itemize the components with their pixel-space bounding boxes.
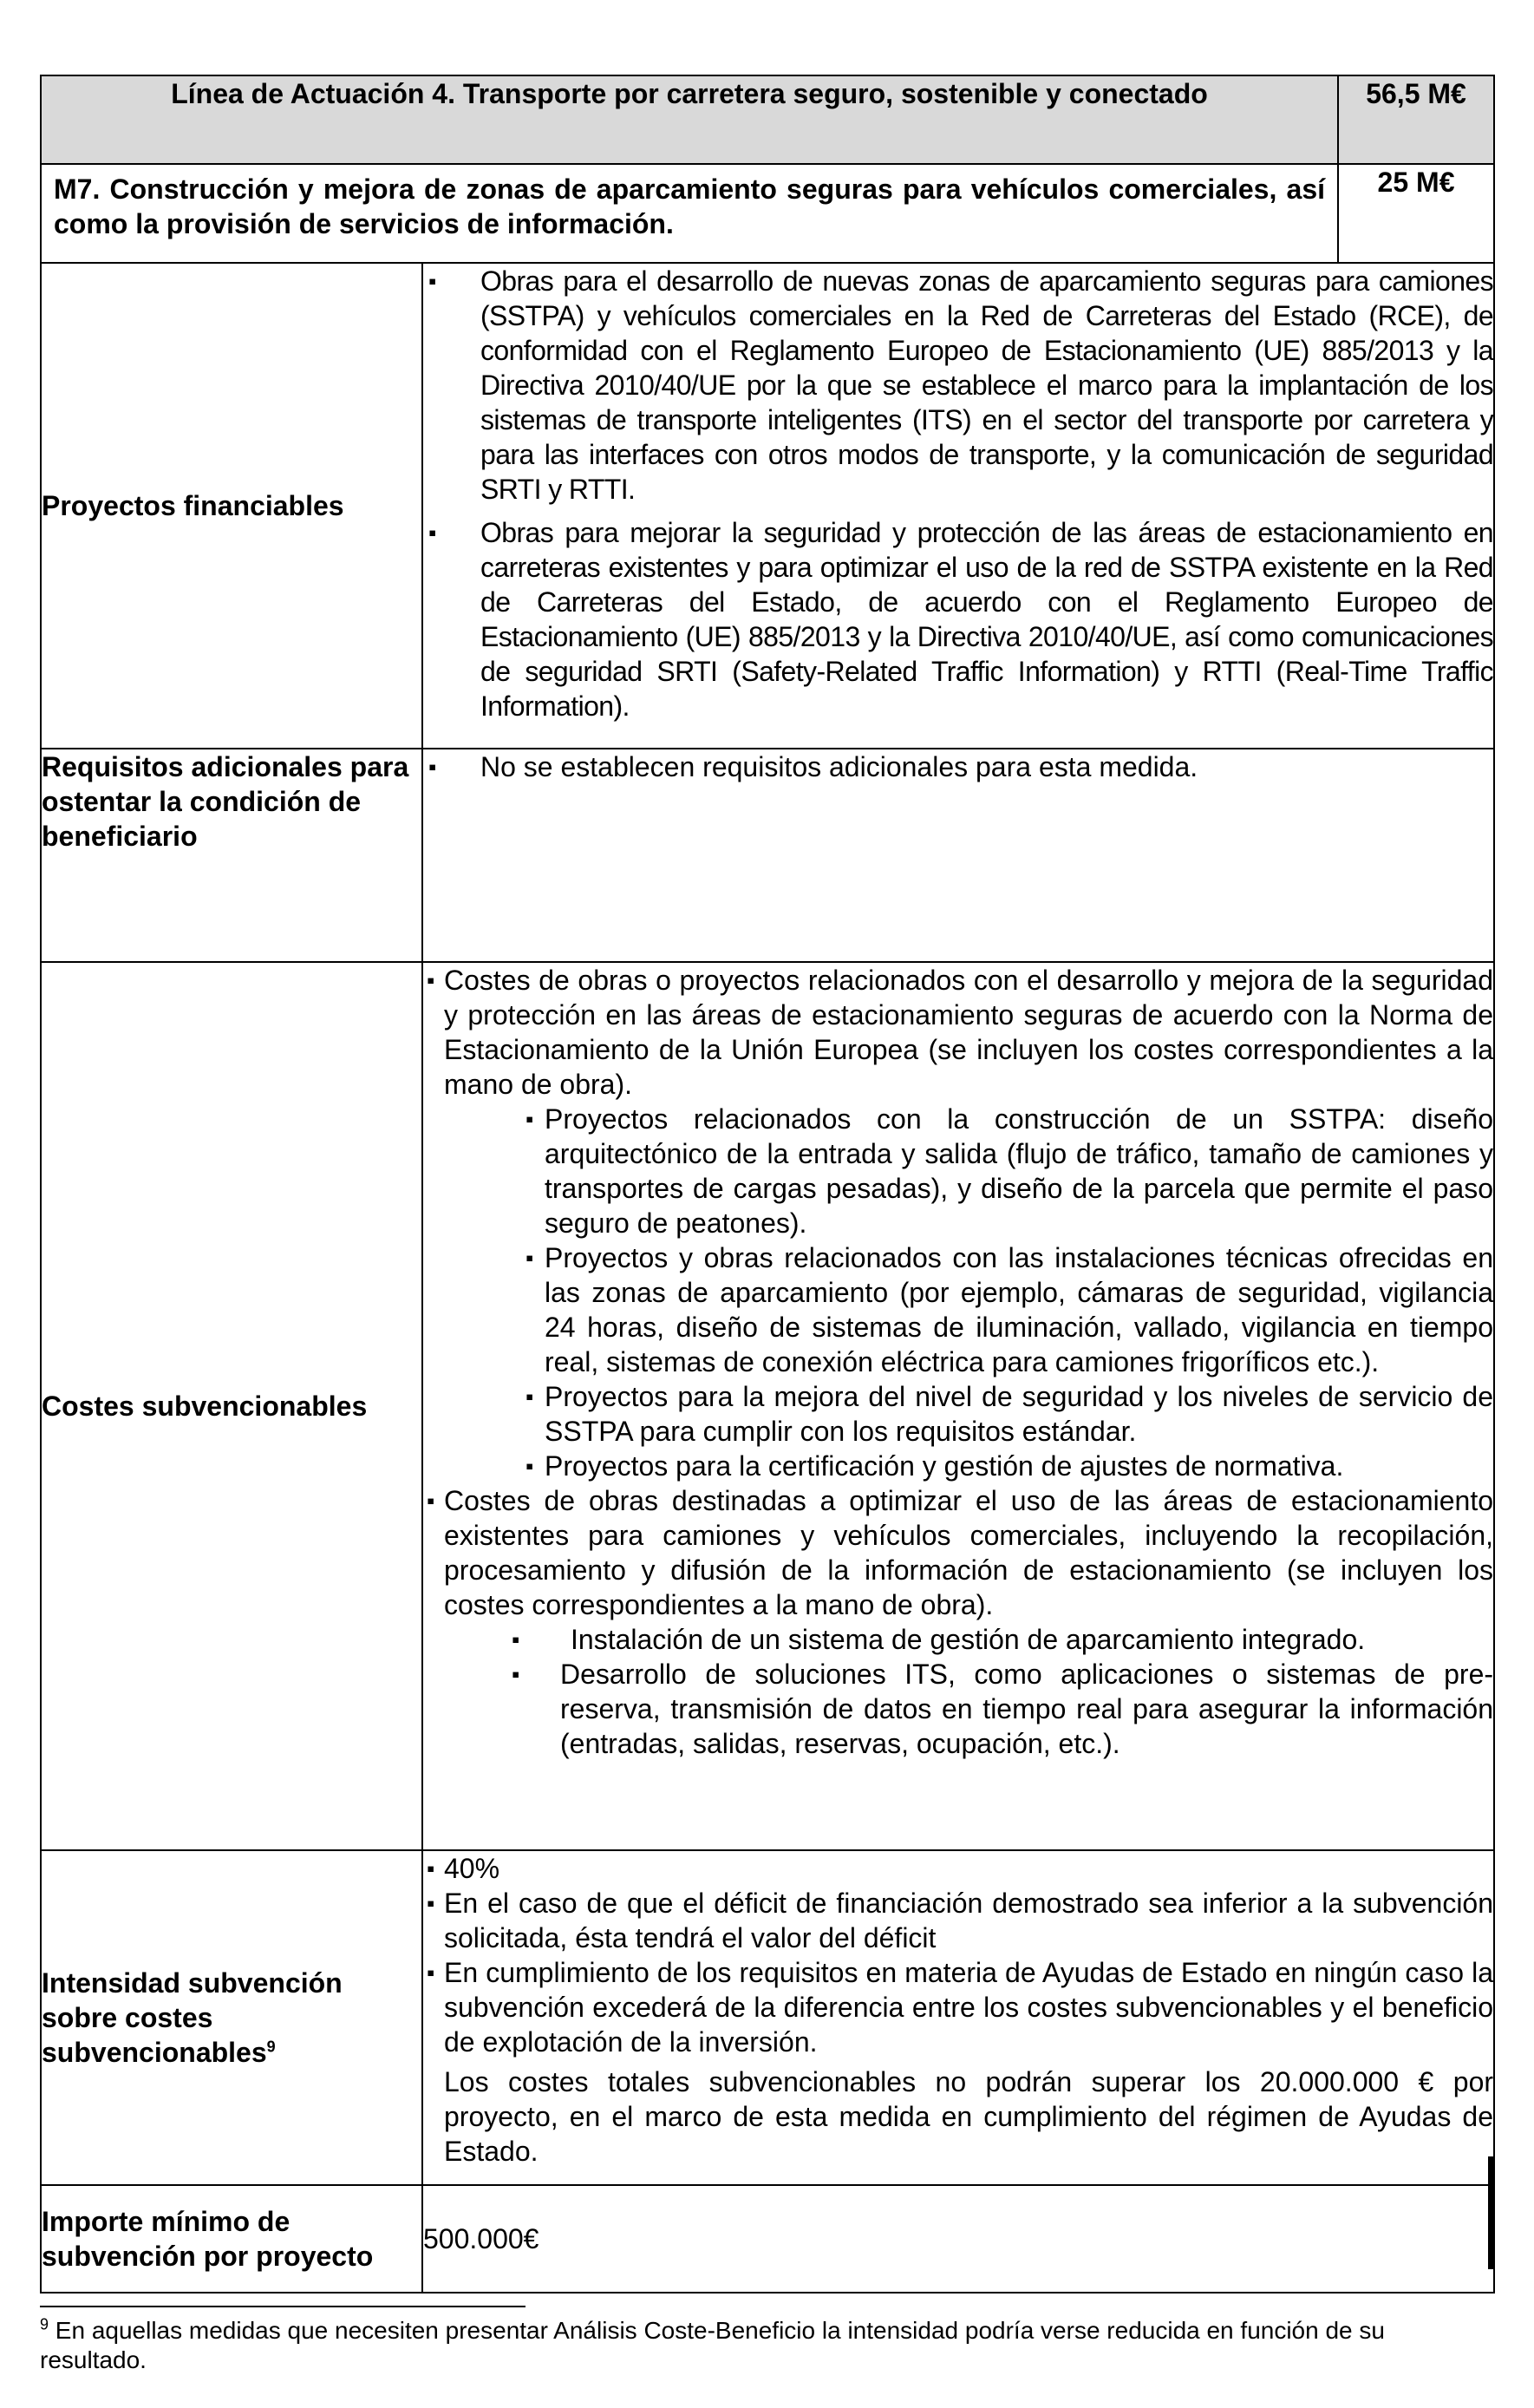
- table-edge-bar: [1488, 2156, 1493, 2269]
- list-item: ▪ Instalación de un sistema de gestión de aparcamiento integrado.: [423, 1622, 1493, 1657]
- row-requisitos: [41, 749, 1494, 962]
- label-proyectos: Proyectos financiables: [41, 263, 422, 749]
- footnote-divider: [40, 2306, 525, 2307]
- label-intensidad: Intensidad subvención sobre costes subvencionables$^9$: [41, 1850, 422, 2185]
- row-intensidad: [41, 1850, 1494, 2185]
- row-importe: [41, 2185, 1494, 2293]
- measure-title: M7. Construcción y mejora de zonas de aparcamiento seguras para vehículos comerciales, así como la provisión de servicios de información.: [41, 164, 1338, 263]
- list-item: ▪ En cumplimiento de los requisitos en materia de Ayudas de Estado en ningún caso la subvención excederá de la diferencia entre los costes subvencionables y el beneficio de explotación de la inversión.: [423, 1955, 1493, 2059]
- importe-value: 500.000€: [422, 2185, 1494, 2293]
- list-item: ▪ Obras para el desarrollo de nuevas zonas de aparcamiento seguras para camiones (SSTPA) y vehículos comerciales en la Red de Carreteras del Estado (RCE), de conformidad con el Reglamento Europeo de Estacionamiento (UE) 885/2013 y la Directiva 2010/40/UE por la que se establece el marco para la implantación de los sistemas de transporte inteligentes (ITS) en el sector del transporte por carretera y para las interfaces con otros modos de transporte, y la comunicación de seguridad SRTI y RTTI.: [423, 264, 1493, 507]
- measure-amount: 25 M€: [1338, 164, 1494, 263]
- measure-table: [40, 75, 1495, 2293]
- list-item: ▪ Desarrollo de soluciones ITS, como aplicaciones o sistemas de pre-reserva, transmisión de datos en tiempo real para asegurar la información (entradas, salidas, reservas, ocupación, etc.).: [423, 1657, 1493, 1761]
- row-proyectos: [41, 263, 1494, 749]
- label-importe: Importe mínimo de subvención por proyecto: [41, 2185, 422, 2293]
- list-item: ▪ Proyectos relacionados con la construcción de un SSTPA: diseño arquitectónico de la entrada y salida (flujo de tráfico, tamaño de camiones y transportes de cargas pesadas), y diseño de la parcela que permite el paso seguro de peatones).: [423, 1102, 1493, 1240]
- list-item: ▪ Obras para mejorar la seguridad y protección de las áreas de estacionamiento en carreteras existentes y para optimizar el uso de la red de SSTPA existente en la Red de Carreteras del Estado, de acuerdo con el Reglamento Europeo de Estacionamiento (UE) 885/2013 y la Directiva 2010/40/UE, así como comunicaciones de seguridad SRTI (Safety-Related Traffic Information) y RTTI (Real-Time Traffic Information).: [423, 515, 1493, 723]
- line-title: Línea de Actuación 4. Transporte por carretera seguro, sostenible y conectado: [41, 75, 1338, 164]
- table-header-row: [41, 75, 1494, 164]
- list-item: ▪ No se establecen requisitos adicionales para esta medida.: [423, 749, 1493, 784]
- label-costes: Costes subvencionables: [41, 962, 422, 1850]
- list-item: ▪ Proyectos para la certificación y gestión de ajustes de normativa.: [423, 1449, 1493, 1483]
- footnote: $^9$ En aquellas medidas que necesiten presentar Análisis Coste-Beneficio la intensidad podría verse reducida en función de su resultado.: [40, 2315, 1385, 2373]
- list-item: ▪ Costes de obras o proyectos relacionados con el desarrollo y mejora de la seguridad y protección en las áreas de estacionamiento seguras de acuerdo con la Norma de Estacionamiento de la Unión Europea (se incluyen los costes correspondientes a la mano de obra). ▪ Proyectos relacionados con la construcción de un SSTPA: diseño arquitectónico de la entrada y salida (flujo de tráfico, tamaño de camiones y transportes de cargas pesadas), y diseño de la parcela que permite el paso seguro de peatones). ▪ Proyectos y obras relacionados con las instalaciones técnicas ofrecidas en las zonas de aparcamiento (por ejemplo, cámaras de seguridad, vigilancia 24 horas, diseño de sistemas de iluminación, vallado, vigilancia en tiempo real, sistemas de conexión eléctrica para camiones frigoríficos etc.). ▪ Proyectos para la mejora del nivel de seguridad y los niveles de servicio de SSTPA para cumplir con los requisitos estándar. ▪ Proyectos para la certificación y gestión de ajustes de normativa.: [423, 963, 1493, 1483]
- label-requisitos: Requisitos adicionales para ostentar la condición de beneficiario: [41, 749, 422, 962]
- list-item: ▪ Costes de obras destinadas a optimizar el uso de las áreas de estacionamiento existentes para camiones y vehículos comerciales, incluyendo la recopilación, procesamiento y difusión de la información de estacionamiento (se incluyen los costes correspondientes a la mano de obra). ▪ Instalación de un sistema de gestión de aparcamiento integrado. ▪ Desarrollo de soluciones ITS, como aplicaciones o sistemas de pre-reserva, transmisión de datos en tiempo real para asegurar la información (entradas, salidas, reservas, ocupación, etc.).: [423, 1483, 1493, 1761]
- line-amount: 56,5 M€: [1338, 75, 1494, 164]
- list-item: ▪ 40%: [423, 1851, 1493, 1886]
- list-item: ▪ Proyectos para la mejora del nivel de seguridad y los niveles de servicio de SSTPA para cumplir con los requisitos estándar.: [423, 1379, 1493, 1449]
- list-item: ▪ Proyectos y obras relacionados con las instalaciones técnicas ofrecidas en las zonas de aparcamiento (por ejemplo, cámaras de seguridad, vigilancia 24 horas, diseño de sistemas de iluminación, vallado, vigilancia en tiempo real, sistemas de conexión eléctrica para camiones frigoríficos etc.).: [423, 1240, 1493, 1379]
- list-item: ▪ En el caso de que el déficit de financiación demostrado sea inferior a la subvención solicitada, ésta tendrá el valor del déficit: [423, 1886, 1493, 1955]
- row-costes: [41, 962, 1494, 1850]
- intensity-paragraph: Los costes totales subvencionables no podrán superar los 20.000.000 € por proyecto, en el marco de esta medida en cumplimiento del régimen de Ayudas de Estado.: [444, 2066, 1494, 2167]
- measure-row: [41, 164, 1494, 263]
